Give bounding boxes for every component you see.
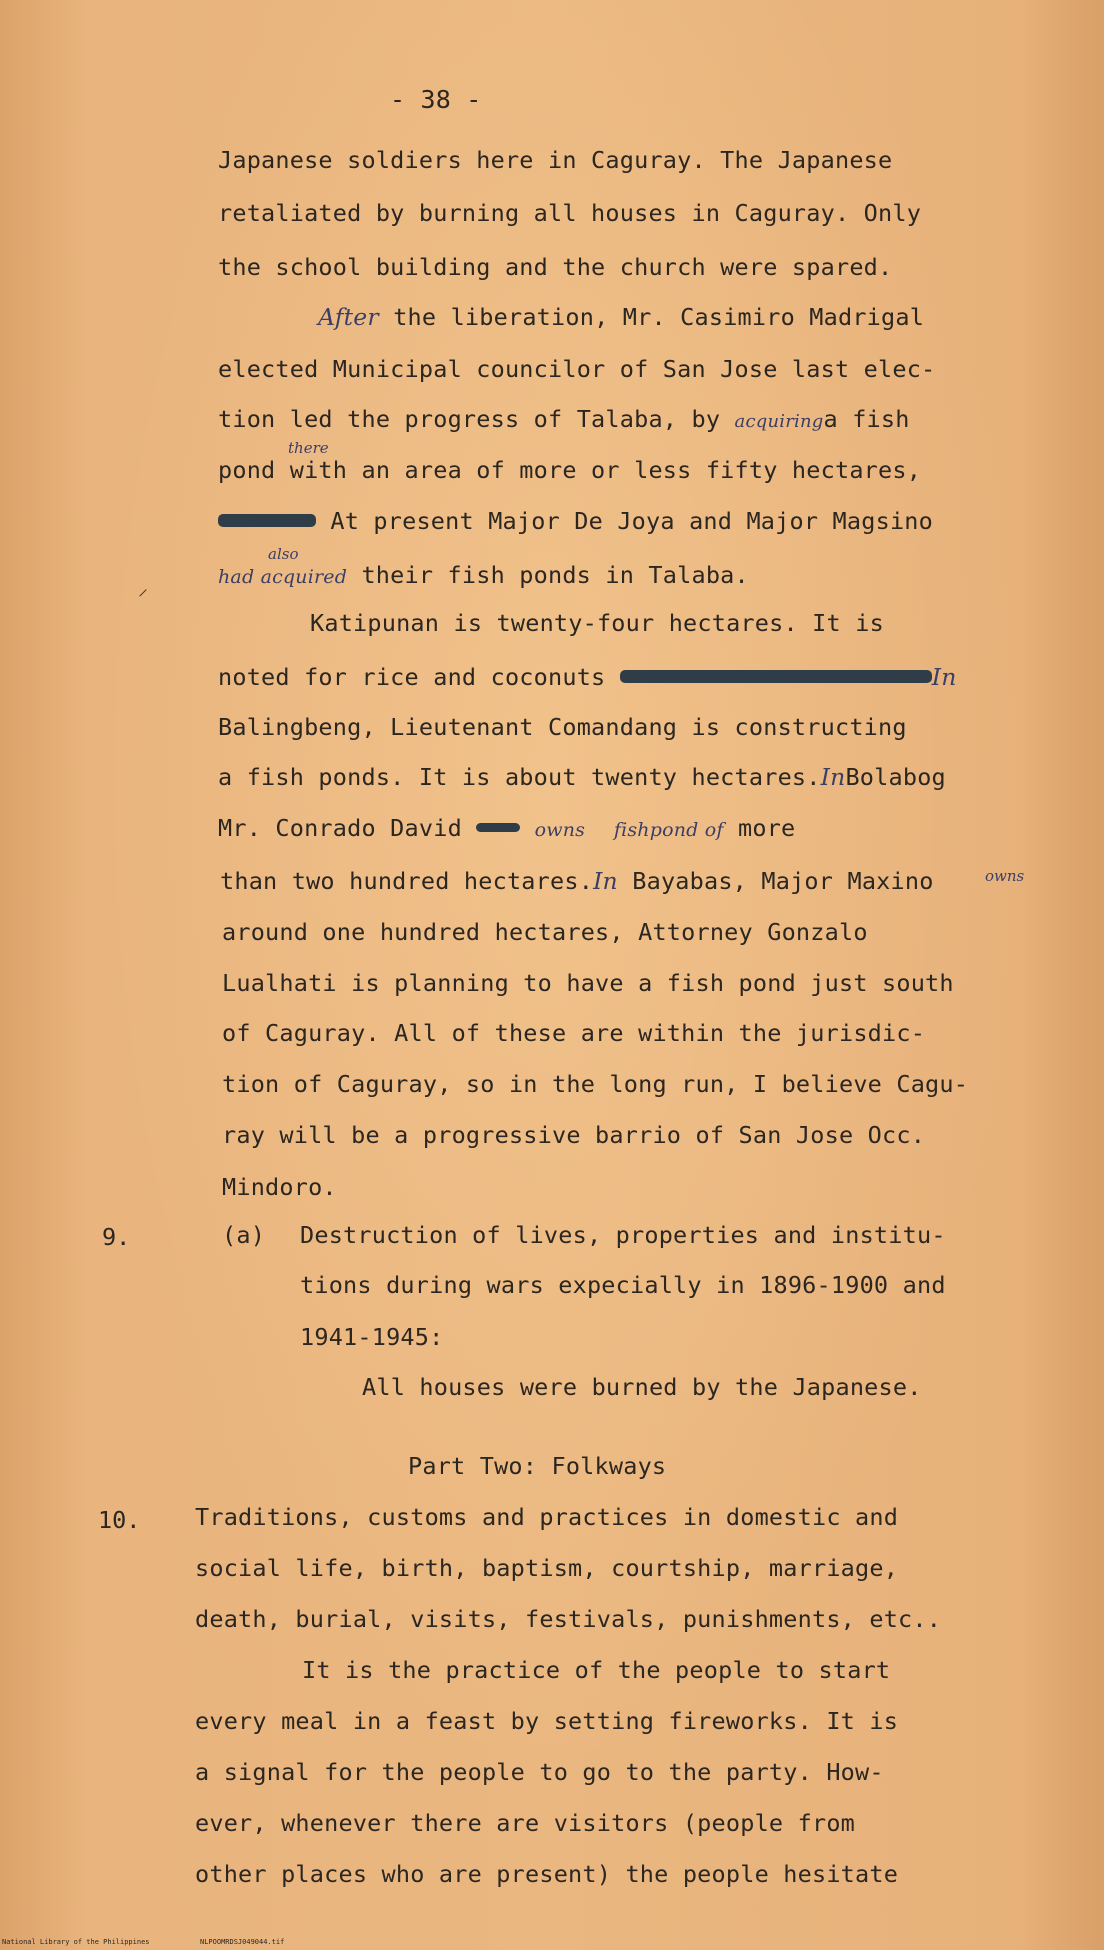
- text-line: Mr. Conrado David owns fishpond of more: [218, 814, 796, 842]
- text-line: At present Major De Joya and Major Magsino: [218, 506, 933, 536]
- scan-footer-left: National Library of the Philippines: [2, 1938, 150, 1946]
- text-line: Destruction of lives, properties and institu-: [300, 1221, 946, 1249]
- text-line: tion of Caguray, so in the long run, I believe Cagu-: [222, 1070, 969, 1098]
- text-line: of Caguray. All of these are within the jurisdic-: [222, 1019, 926, 1047]
- redaction-mark: [620, 670, 932, 683]
- text-line: the school building and the church were spared.: [218, 253, 893, 281]
- item-letter: (a): [222, 1221, 266, 1249]
- text-line: Katipunan is twenty-four hectares. It is: [310, 609, 884, 637]
- text-line: every meal in a feast by setting fireworks. It is: [195, 1707, 899, 1735]
- text-line: a signal for the people to go to the party. How-: [195, 1758, 884, 1786]
- text-line: social life, birth, baptism, courtship, marriage,: [195, 1554, 899, 1582]
- text-line: It is the practice of the people to start: [302, 1656, 891, 1684]
- section-heading: Part Two: Folkways: [408, 1452, 667, 1480]
- item-number: 10.: [98, 1506, 141, 1534]
- handwritten-correction: had acquired: [218, 566, 348, 588]
- text-line: around one hundred hectares, Attorney Gonzalo: [222, 918, 868, 946]
- text-line: After the liberation, Mr. Casimiro Madrigal: [318, 303, 925, 331]
- text-line: had acquired their fish ponds in Talaba.: [218, 561, 749, 589]
- page-number: - 38 -: [390, 85, 482, 114]
- redaction-mark: [218, 514, 316, 527]
- text-line: 1941-1945:: [300, 1323, 444, 1351]
- text-line: Lualhati is planning to have a fish pond just south: [222, 969, 954, 997]
- text-line: other places who are present) the people hesitate: [195, 1860, 899, 1888]
- handwritten-correction: In: [931, 663, 957, 691]
- text-line: a fish ponds. It is about twenty hectares.InBolabog: [218, 763, 946, 791]
- handwritten-insertion: there: [288, 439, 329, 457]
- text-line: ever, whenever there are visitors (people from: [195, 1809, 856, 1837]
- text-line: tion led the progress of Talaba, by acquiringa fish: [218, 405, 910, 433]
- handwritten-insertion: also: [268, 545, 299, 563]
- scan-footer-right: NLPOOMRDSJ049044.tif: [200, 1938, 285, 1946]
- text-line: pond with an area of more or less fifty hectares,: [218, 456, 922, 484]
- text-line: tions during wars expecially in 1896-1900 and: [300, 1271, 946, 1299]
- text-line: death, burial, visits, festivals, punishments, etc..: [195, 1605, 942, 1633]
- item-number: 9.: [102, 1223, 131, 1251]
- text-line: ray will be a progressive barrio of San Jose Occ.: [222, 1121, 926, 1149]
- handwritten-correction: In: [593, 867, 618, 895]
- handwritten-correction: In: [820, 763, 846, 791]
- margin-mark: ⸝: [138, 576, 148, 600]
- text-line: elected Municipal councilor of San Jose last elec-: [218, 355, 936, 383]
- handwritten-correction: owns: [534, 819, 586, 841]
- text-line: than two hundred hectares.In Bayabas, Major Maxino: [220, 867, 934, 895]
- text-line: noted for rice and coconuts In: [218, 663, 957, 691]
- redaction-mark: [476, 823, 520, 832]
- text-line: retaliated by burning all houses in Caguray. Only: [218, 199, 922, 227]
- handwritten-correction: After: [318, 303, 379, 331]
- text-line: Japanese soldiers here in Caguray. The Japanese: [218, 146, 893, 174]
- handwritten-correction: fishpond of: [613, 819, 724, 841]
- handwritten-insertion: owns: [985, 867, 1025, 885]
- handwritten-correction: acquiring: [734, 411, 824, 432]
- text-line: All houses were burned by the Japanese.: [362, 1373, 922, 1401]
- text-line: Traditions, customs and practices in domestic and: [195, 1503, 899, 1531]
- text-line: Balingbeng, Lieutenant Comandang is constructing: [218, 713, 907, 741]
- text-line: Mindoro.: [222, 1173, 337, 1201]
